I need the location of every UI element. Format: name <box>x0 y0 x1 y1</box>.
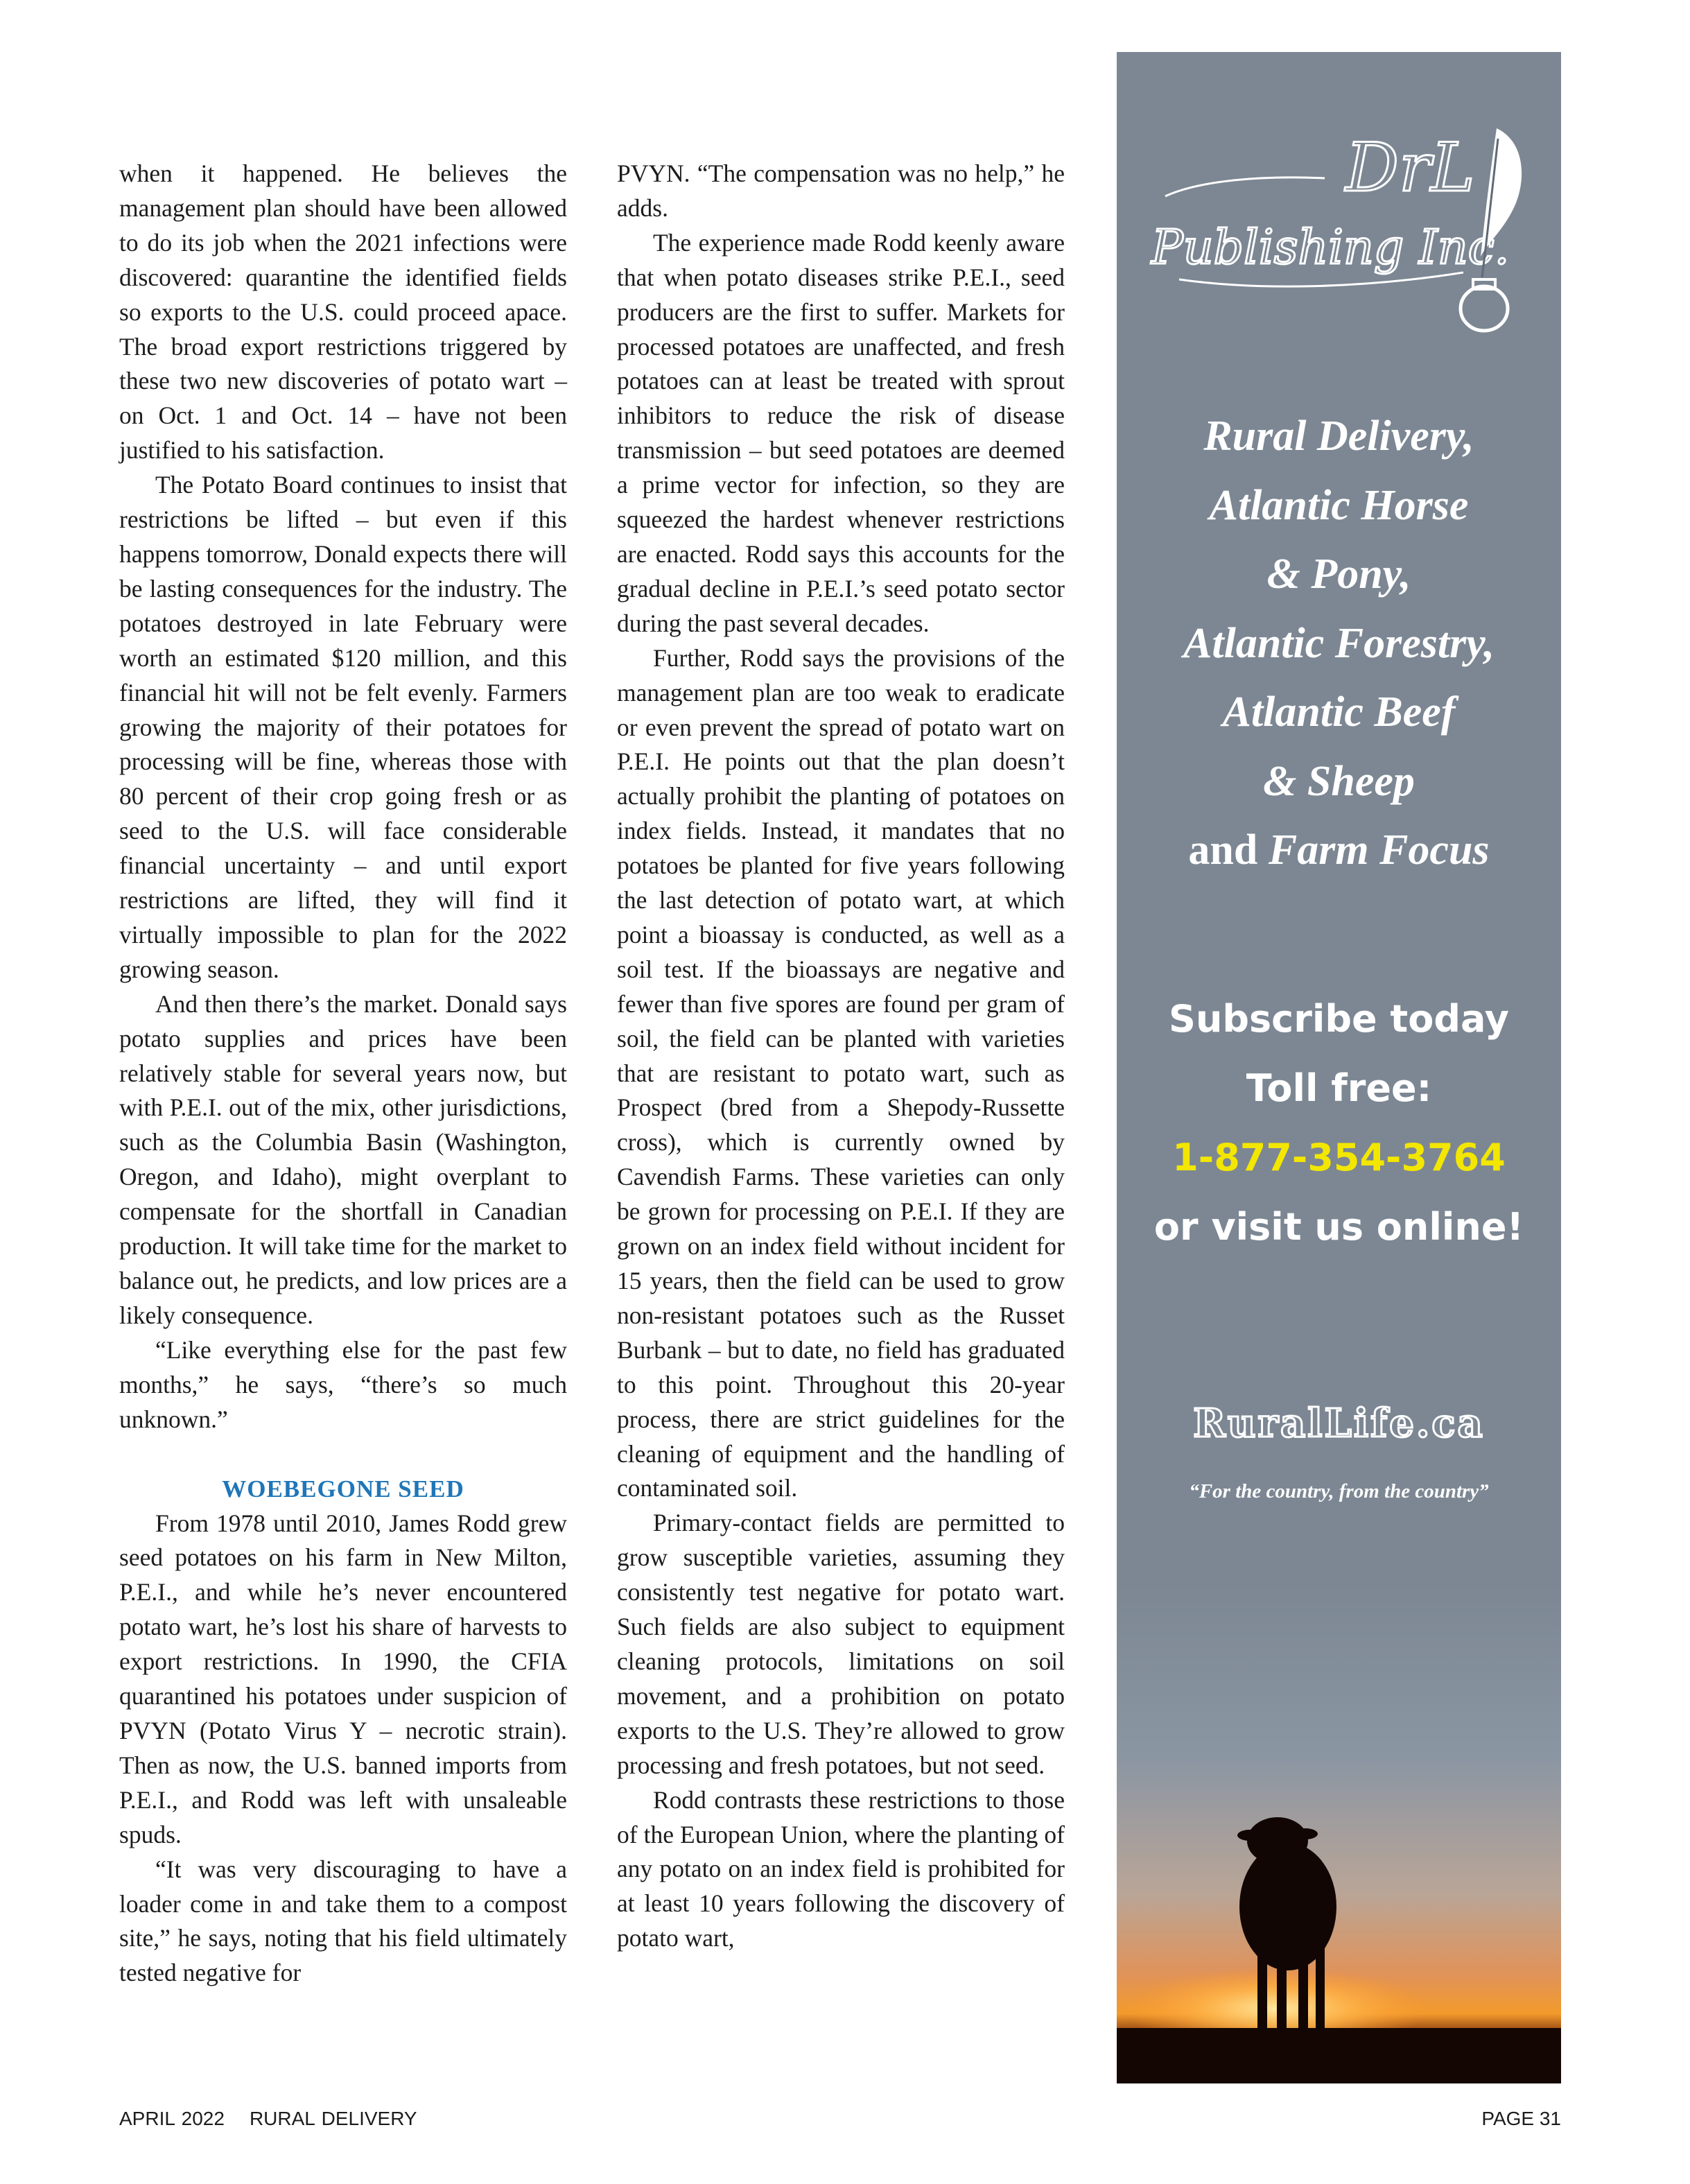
paragraph: Primary-contact fields are permitted to grow susceptible varieties, assuming they consistently test negative for potato wart. Such fields are also subject to equipment cleaning protocols, limitations on soil movement, and a prohibition on potato exports to the U.S. They’re allowed to grow processing and fresh potatoes, but not seed. <box>617 1509 1065 1779</box>
article-middle-column <box>617 157 1065 1956</box>
paragraph: From 1978 until 2010, James Rodd grew seed potatoes on his farm in New Milton, P.E.I., and while he’s never encountered potato wart, he’s lost his share of harvests to export restrictions. In 1990, the CFIA quarantined his potatoes under suspicion of PVYN (Potato Virus Y – necrotic strain). Then as now, the U.S. banned imports from P.E.I., and Rodd was left with unsaleable spuds. <box>119 1509 567 1848</box>
phone-number[interactable]: 1-877-354-3764 <box>1172 1136 1506 1179</box>
paragraph: “Like everything else for the past few months,” he says, “there’s so much unknown.” <box>119 1335 567 1433</box>
article-left-column <box>119 157 567 1991</box>
subscribe-line: Subscribe today <box>1169 997 1509 1041</box>
logo-line-1: DrL <box>1345 129 1475 207</box>
subscription-ad[interactable] <box>1117 52 1561 2083</box>
publication-line: Atlantic Beef <box>1222 688 1456 736</box>
paragraph: And then there’s the market. Donald says potato supplies and prices have been relatively stable for several years now, but with P.E.I. out of the mix, other jurisdictions, such as the Columbia Basin (Washington, Oregon, and Idaho), might overplant to compensate for the shortfall in Canadian production. It will take time for the market to balance out, he predicts, and low prices are a likely consequence. <box>119 989 567 1329</box>
section-subheading: WOEBEGONE SEED <box>222 1475 464 1502</box>
publication-line: Rural Delivery, <box>1203 413 1474 460</box>
tollfree-label: Toll free: <box>1246 1066 1432 1110</box>
publication-line: Atlantic Forestry, <box>1183 619 1495 667</box>
brand-tagline: “For the country, from the country” <box>1189 1480 1489 1502</box>
paragraph: when it happened. He believes the management plan should have been allowed to do its job when the 2021 infections were discovered: quarantine the identified fields so exports to the U.S. could proceed apace. The broad export restrictions triggered by these two new discoveries of potato wart – on Oct. 1 and Oct. 14 – have not been justified to his satisfaction. <box>119 159 567 465</box>
paragraph: “It was very discouraging to have a loader come in and take them to a compost site,” he says, noting that his field ultimately tested negative for <box>119 1855 567 1987</box>
publisher-logo <box>1138 114 1526 357</box>
paragraph: The experience made Rodd keenly aware that when potato diseases strike P.E.I., seed producers are the first to suffer. Markets for processed potatoes are unaffected, and fresh potatoes can at least be treated with sprout inhibitors to reduce the risk of disease transmission – but seed potatoes are deemed a prime vector for infection, so they are squeezed the hardest whenever restrictions are enacted. Rodd says this accounts for the gradual decline in P.E.I.’s seed potato sector during the past several decades. <box>617 228 1065 637</box>
subscribe-block <box>1117 985 1561 1262</box>
footer-left <box>119 2108 417 2130</box>
publication-line: Atlantic Horse <box>1209 481 1469 529</box>
publication-line: & Pony, <box>1266 551 1411 598</box>
visit-online-line: or visit us online! <box>1153 1205 1524 1249</box>
sunset-sheep-photo <box>1117 1584 1561 2083</box>
publication-list <box>1117 402 1561 885</box>
publication-line: and Farm Focus <box>1188 826 1490 874</box>
paragraph: Further, Rodd says the provisions of the management plan are too weak to eradicate or even prevent the spread of potato wart on P.E.I. He points out that the plan doesn’t actually prohibit the planting of potatoes on index fields. Instead, it mandates that no potatoes be planted for five years following the last detection of potato wart, at which point a bioassay is conducted, as well as a soil test. If the bioassays are negative and fewer than five spores are found per gram of soil, the field can be planted with varieties that are resistant to potato wart, such as Prospect (bred from a Shepody-Russette cross), which is currently owned by Cavendish Farms. These varieties can only be grown for processing on P.E.I. If they are grown on an index field without incident for 15 years, then the field can be used to grow non-resistant potatoes such as the Russet Burbank – but to date, no field has graduated to this point. Throughout this 20-year process, there are strict guidelines for the cleaning of equipment and the handling of contaminated soil. <box>617 643 1065 1502</box>
logo-line-2: Publishing Inc. <box>1151 220 1510 275</box>
website-brand[interactable]: RuralLife.ca <box>1193 1401 1485 1446</box>
paragraph: PVYN. “The compensation was no help,” he adds. <box>617 159 1065 222</box>
issue-date: APRIL 2022 <box>119 2108 225 2129</box>
paragraph: The Potato Board continues to insist that restrictions be lifted – but even if this happens tomorrow, Donald expects there will be lasting consequences for the industry. The potatoes destroyed in late February were worth an estimated $120 million, and this financial hit will not be felt evenly. Farmers growing the majority of their potatoes for processing will be fine, whereas those with 80 percent of their crop going fresh or as seed to the U.S. will face considerable financial uncertainty – and until export restrictions are lifted, they will find it virtually impossible to plan for the 2022 growing season. <box>119 471 567 983</box>
publication-line: & Sheep <box>1263 757 1415 805</box>
inkwell-icon <box>1461 279 1508 331</box>
publication-name: RURAL DELIVERY <box>249 2108 417 2129</box>
paragraph: Rodd contrasts these restrictions to those of the European Union, where the planting of any potato on an index field is prohibited for at least 10 years following the discovery of potato wart, <box>617 1785 1065 1952</box>
page-number: PAGE 31 <box>1481 2108 1561 2129</box>
